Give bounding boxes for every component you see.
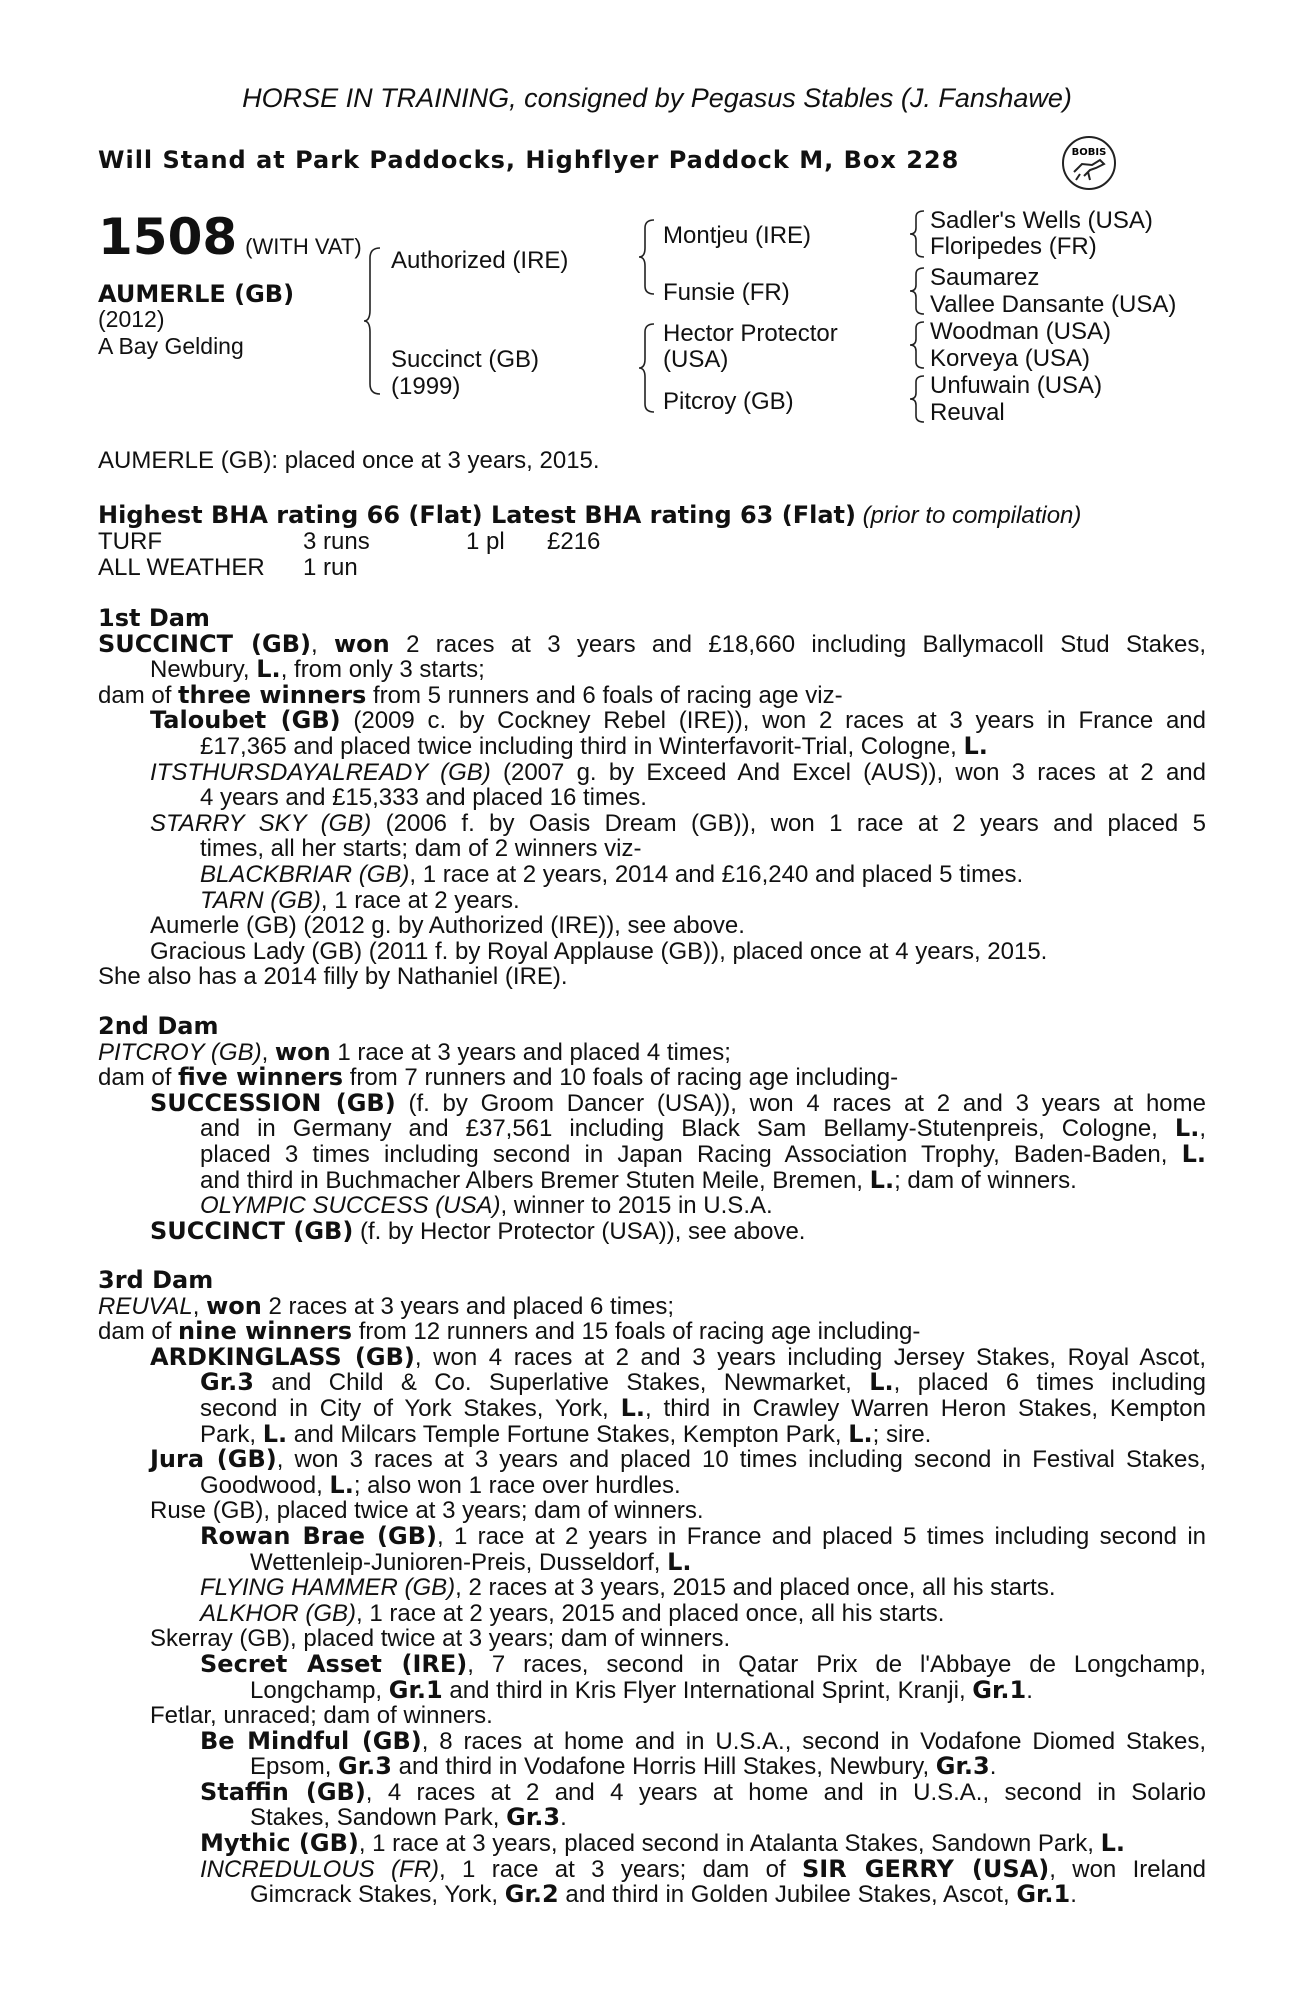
third-dam-line: Mythic (GB), 1 race at 3 years, placed second in Atalanta Stakes, Sandown Park, L.: [200, 1829, 1126, 1858]
first-dam-line: STARRY SKY (GB) (2006 f. by Oasis Dream (GB)), won 1 race at 2 years and placed 5: [150, 809, 1206, 837]
third-dam-line: Gr.3 and Child & Co. Superlative Stakes, Newmarket, L., placed 6 times including: [200, 1368, 1206, 1397]
third-dam-line: Wettenleip-Junioren-Preis, Dusseldorf, L.: [250, 1547, 692, 1576]
third-dam-section: [98, 1268, 1206, 1908]
page-header: HORSE IN TRAINING, consigned by Pegasus Stables (J. Fanshawe): [242, 83, 1072, 113]
third-dam-line: INCREDULOUS (FR), 1 race at 3 years; dam of SIR GERRY (USA), won Ireland: [200, 1854, 1207, 1883]
third-dam-line: ALKHOR (GB), 1 race at 2 years, 2015 and placed once, all his starts.: [200, 1599, 945, 1627]
pedigree-g3-4: Vallee Dansante (USA): [930, 291, 1177, 318]
second-dam-line: dam of five winners from 7 runners and 10 foals of racing age including-: [98, 1063, 899, 1092]
third-dam-line: Goodwood, L.; also won 1 race over hurdles.: [200, 1470, 681, 1499]
sire-brace: [636, 218, 658, 296]
third-dam-line: Fetlar, unraced; dam of winners.: [150, 1702, 493, 1730]
third-dam-line: Park, L. and Milcars Temple Fortune Stakes, Kempton Park, L.; sire.: [200, 1419, 932, 1448]
stand-location: Will Stand at Park Paddocks, Highflyer Paddock M, Box 228: [98, 146, 960, 174]
dam-brace: [636, 322, 658, 414]
second-dam-line: and in Germany and £37,561 including Black Sam Bellamy-Stutenpreis, Cologne, L.,: [200, 1114, 1206, 1143]
first-dam-line: £17,365 and placed twice including third in Winterfavorit-Trial, Cologne, L.: [200, 731, 988, 760]
pedigree-g2-4: Pitcroy (GB): [663, 388, 794, 415]
third-dam-line: REUVAL, won 2 races at 3 years and placed 6 times;: [98, 1291, 675, 1320]
third-dam-line: Stakes, Sandown Park, Gr.3.: [250, 1803, 567, 1832]
pedigree-g3-7: Unfuwain (USA): [930, 372, 1103, 399]
turf-prize: £216: [547, 528, 601, 555]
third-dam-line: Skerray (GB), placed twice at 3 years; dam of winners.: [150, 1625, 731, 1653]
third-dam-line: Gimcrack Stakes, York, Gr.2 and third in Golden Jubilee Stakes, Ascot, Gr.1.: [250, 1880, 1077, 1909]
third-dam-line: Epsom, Gr.3 and third in Vodafone Horris Hill Stakes, Newbury, Gr.3.: [250, 1752, 997, 1781]
g3-brace-2: [906, 266, 928, 316]
first-dam-line: Gracious Lady (GB) (2011 f. by Royal Applause (GB)), placed once at 4 years, 2015.: [150, 937, 1048, 965]
pedigree-g3-8: Reuval: [930, 399, 1005, 426]
all-weather-label: ALL WEATHER: [98, 554, 265, 581]
bobis-logo: [1060, 134, 1118, 192]
turf-label: TURF: [98, 528, 162, 555]
first-dam-section: [98, 606, 1206, 990]
first-dam-line: dam of three winners from 5 runners and 6 foals of racing age viz-: [98, 680, 843, 709]
third-dam-line: Ruse (GB), placed twice at 3 years; dam of winners.: [150, 1497, 704, 1525]
third-dam-line: ARDKINGLASS (GB), won 4 races at 2 and 3 years including Jersey Stakes, Royal Ascot,: [150, 1342, 1207, 1371]
first-dam-line: 4 years and £15,333 and placed 16 times.: [200, 784, 647, 812]
third-dam-line: Be Mindful (GB), 8 races at home and in U.S.A., second in Vodafone Diomed Stakes,: [200, 1726, 1207, 1755]
second-dam-line: placed 3 times including second in Japan Racing Association Trophy, Baden-Baden, L.: [200, 1139, 1206, 1168]
pedigree-g3-5: Woodman (USA): [930, 318, 1111, 345]
pedigree-sire: Authorized (IRE): [391, 247, 569, 274]
first-dam-line: times, all her starts; dam of 2 winners viz-: [200, 835, 642, 863]
pedigree-g3-3: Saumarez: [930, 264, 1040, 291]
second-dam-line: SUCCESSION (GB) (f. by Groom Dancer (USA)), won 4 races at 2 and 3 years at home: [150, 1088, 1206, 1117]
third-dam-line: dam of nine winners from 12 runners and 15 foals of racing age including-: [98, 1317, 921, 1346]
first-dam-line: Newbury, L., from only 3 starts;: [150, 655, 485, 684]
third-dam-line: Secret Asset (IRE), 7 races, second in Qatar Prix de l'Abbaye de Longchamp,: [200, 1649, 1206, 1678]
g3-brace-1: [906, 209, 928, 259]
svg-text:BOBIS: BOBIS: [1071, 147, 1107, 158]
pedigree-g3-1: Sadler's Wells (USA): [930, 207, 1153, 234]
sire-dam-brace: [362, 246, 384, 396]
bha-rating: Highest BHA rating 66 (Flat) Latest BHA rating 63 (Flat) (prior to compilation): [98, 501, 1082, 529]
first-dam-line: ITSTHURSDAYALREADY (GB) (2007 g. by Exceed And Excel (AUS)), won 3 races at 2 and: [150, 758, 1206, 786]
all-weather-runs: 1 run: [303, 554, 358, 581]
third-dam-line: second in City of York Stakes, York, L., third in Crawley Warren Heron Stakes, Kempton: [200, 1393, 1206, 1422]
first-dam-heading: 1st Dam: [98, 604, 210, 632]
second-dam-section: [98, 1014, 1206, 1244]
g3-brace-4: [906, 374, 928, 424]
third-dam-heading: 3rd Dam: [98, 1266, 214, 1294]
first-dam-line: BLACKBRIAR (GB), 1 race at 2 years, 2014 and £16,240 and placed 5 times.: [200, 860, 1024, 888]
placed-summary: AUMERLE (GB): placed once at 3 years, 2015.: [98, 447, 600, 474]
pedigree-g3-2: Floripedes (FR): [930, 233, 1097, 260]
pedigree-g2-1: Montjeu (IRE): [663, 222, 812, 249]
first-dam-line: She also has a 2014 filly by Nathaniel (IRE).: [98, 963, 568, 991]
third-dam-line: Jura (GB), won 3 races at 3 years and placed 10 times including second in Festival Stakes,: [150, 1445, 1206, 1474]
pedigree-dam-year: (1999): [391, 373, 461, 400]
second-dam-line: and third in Buchmacher Albers Bremer Stuten Meile, Bremen, L.; dam of winners.: [200, 1165, 1077, 1194]
horse-description: A Bay Gelding: [98, 333, 244, 359]
first-dam-line: Taloubet (GB) (2009 c. by Cockney Rebel (IRE)), won 2 races at 3 years in France and: [150, 706, 1206, 735]
third-dam-line: FLYING HAMMER (GB), 2 races at 3 years, 2015 and placed once, all his starts.: [200, 1574, 1056, 1602]
horse-year: (2012): [98, 306, 165, 332]
pedigree-dam: Succinct (GB): [391, 346, 540, 373]
first-dam-line: Aumerle (GB) (2012 g. by Authorized (IRE)), see above.: [150, 912, 745, 940]
turf-placed: 1 pl: [466, 528, 505, 555]
second-dam-heading: 2nd Dam: [98, 1012, 219, 1040]
g3-brace-3: [906, 320, 928, 370]
pedigree-g2-3b: (USA): [663, 346, 729, 373]
first-dam-line: TARN (GB), 1 race at 2 years.: [200, 886, 520, 914]
third-dam-line: Staffin (GB), 4 races at 2 and 4 years at home and in U.S.A., second in Solario: [200, 1777, 1207, 1806]
pedigree-g2-3: Hector Protector: [663, 320, 838, 347]
horse-name: AUMERLE (GB): [98, 280, 295, 308]
third-dam-line: Rowan Brae (GB), 1 race at 2 years in France and placed 5 times including second in: [200, 1521, 1206, 1550]
vat-note: (WITH VAT): [245, 234, 362, 259]
second-dam-line: OLYMPIC SUCCESS (USA), winner to 2015 in U.S.A.: [200, 1192, 773, 1220]
pedigree-g2-2: Funsie (FR): [663, 279, 790, 306]
third-dam-line: Longchamp, Gr.1 and third in Kris Flyer International Sprint, Kranji, Gr.1.: [250, 1675, 1033, 1704]
pedigree-g3-6: Korveya (USA): [930, 345, 1091, 372]
second-dam-line: PITCROY (GB), won 1 race at 3 years and placed 4 times;: [98, 1037, 731, 1066]
lot-number: 1508 (WITH VAT): [98, 208, 362, 266]
second-dam-line: SUCCINCT (GB) (f. by Hector Protector (USA)), see above.: [150, 1216, 806, 1245]
turf-runs: 3 runs: [303, 528, 370, 555]
first-dam-line: SUCCINCT (GB), won 2 races at 3 years and £18,660 including Ballymacoll Stud Stakes,: [98, 629, 1206, 658]
